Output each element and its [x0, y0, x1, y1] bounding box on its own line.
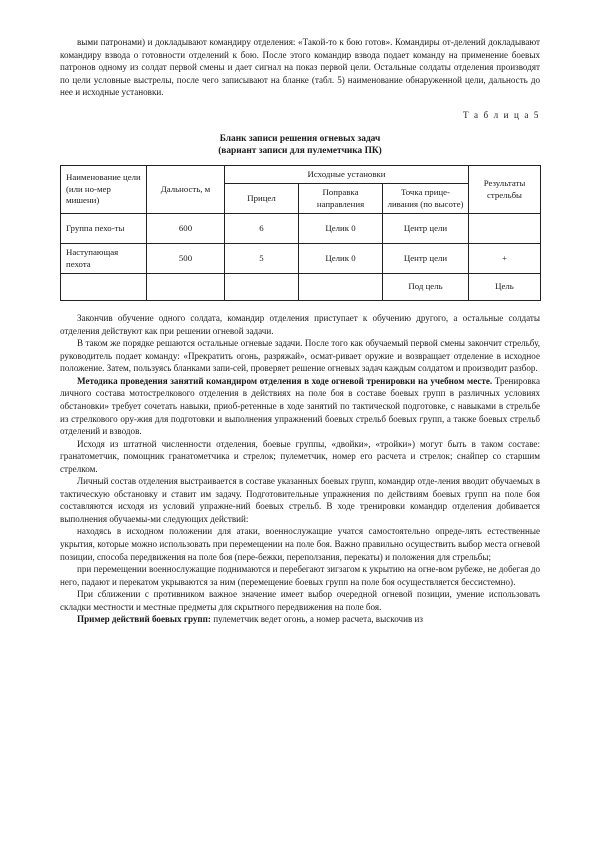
- table-title-line-2: (вариант записи для пулеметчика ПК): [218, 146, 382, 157]
- body-paragraph-block: [60, 312, 540, 626]
- cell-sight: 5: [225, 244, 299, 274]
- paragraph-squad-strength: Исходя из штатной численности отделения, боевые группы, «двойки», «тройки») могут быть в таком составе: гранатометчик, помощник гранатометчика и стрелок; пулеметчик, номер его расчета и стрелок; снайпер со старшим стрелком.: [60, 438, 540, 474]
- cell-sight: 6: [225, 214, 299, 244]
- paragraph-example: [60, 613, 540, 626]
- header-initial-settings: Исходные установки: [225, 165, 469, 183]
- cell-direction-correction: [299, 274, 383, 301]
- cell-aiming-point: Центр цели: [383, 244, 469, 274]
- header-aiming-point: Точка прице-ливания (по высоте): [383, 184, 469, 214]
- cell-results: [469, 214, 541, 244]
- example-rest: пулеметчик ведет огонь, а номер расчета, выскочив из: [210, 614, 423, 625]
- paragraph-initial-position: находясь в исходном положении для атаки, военнослужащие учатся самостоятельно опреде-лять естественные укрытия, которые можно использовать при перемещении на поле боя. Важно правильно осуществить выбор места огневой позиции, способа передвижения на поле боя (пере-бежки, переползания, перекаты) и положения для стрельбы;: [60, 526, 540, 562]
- header-sight: Прицел: [225, 184, 299, 214]
- cell-direction-correction: Целик 0: [299, 214, 383, 244]
- cell-target-name: Наступающая пехота: [61, 244, 147, 274]
- paragraph-formation: Личный состав отделения выстраивается в составе указанных боевых групп, командир отде-ления вводит обучаемых в тактическую обстановку и ставит им задачу. Подготовительные упражнения по действиям боевых групп на поле боя составляются исходя из условий упражне-ний боевых стрельб. В ходе тренировки командир отделения добивается выполнения обучаемы-ми следующих действий:: [60, 476, 540, 524]
- cell-results: +: [469, 244, 541, 274]
- paragraph-remaining-tasks: В таком же порядке решаются остальные огневые задачи. После того как обучаемый первой смены закончит стрельбу, руководитель подает команду: «Прекратить огонь, разряжай», осмат-ривает оружие и возвращает отделение в исходное положение. Затем, пользуясь бланками запи-сей, проверяет решение огневых задач каждым солдатом и производит разбор.: [60, 338, 540, 374]
- header-target-name: Наименование цели (или но-мер мишени): [61, 165, 147, 213]
- cell-aiming-point: Под цель: [383, 274, 469, 301]
- table-title-line-1: Бланк записи решения огневых задач: [219, 133, 381, 144]
- paragraph-methodology: [60, 375, 540, 438]
- paragraph-training-next-soldier: Закончив обучение одного солдата, командир отделения приступает к обучению другого, а остальные солдаты отделения действуют как при решении огневой задачи.: [60, 313, 540, 336]
- methodology-bold-lead: Методика проведения занятий командиром отделения в ходе огневой тренировки на учебном месте.: [77, 375, 493, 386]
- table-title: [60, 122, 540, 165]
- cell-sight: [225, 274, 299, 301]
- header-direction-correction: Поправка направления: [299, 184, 383, 214]
- cell-target-name: [61, 274, 147, 301]
- intro-paragraph-block: [60, 36, 540, 99]
- header-distance: Дальность, м: [147, 165, 225, 213]
- header-results: Результаты стрельбы: [469, 165, 541, 213]
- cell-distance: 500: [147, 244, 225, 274]
- fire-task-record-table: [60, 165, 541, 301]
- cell-direction-correction: Целик 0: [299, 244, 383, 274]
- paragraph-intro: выми патронами) и докладывают командиру отделения: «Такой-то к бою готов». Командиры от-делений докладывают командиру взвода о готовности отделений к бою. После этого командир взвода подает команду на применение боевых патронов одному из солдат первой смены и дает сигнал на показ первой цели. Остальные солдаты отделения производят по цели условные выстрелы, после чего записывают на бланке (табл. 5) наименование обнаруженной цели, дальность до нее и исходные установки.: [60, 37, 540, 98]
- spacer-after-table: [60, 301, 540, 312]
- cell-target-name: Группа пехо-ты: [61, 214, 147, 244]
- paragraph-movement: при перемещении военнослужащие поднимаются и перебегают зигзагом к укрытию на огне-вом рубеже, не добегая до него, падают и перекатом укрываются за ним (перемещение боевых групп на поле боя осуществляется бессистемно).: [60, 564, 540, 587]
- table-row: [61, 214, 541, 244]
- table-row: [61, 274, 541, 301]
- cell-results: Цель: [469, 274, 541, 301]
- example-bold-lead: Пример действий боевых групп:: [77, 614, 211, 625]
- table-row: [61, 244, 541, 274]
- cell-aiming-point: Центр цели: [383, 214, 469, 244]
- cell-distance: [147, 274, 225, 301]
- methodology-rest: Тренировка личного состава мотострелкового отделения в действиях на поле боя в составе боевых групп в различных условиях обстановки» требует сочетать навыки, приоб-ретенные в ходе занятий по тактической подготовке, с навыками в стрельбе из стрелкового ору-жия для подготовки и выполнения упражнений боевых стрельб боевых групп, а также боевых стрельб отделений и взводов.: [60, 375, 540, 437]
- table-caption: Т а б л и ц а 5: [463, 109, 540, 120]
- table-header-row-primary: [61, 165, 541, 183]
- page-bottom-margin: [60, 626, 540, 668]
- paragraph-closing-with-enemy: При сближении с противником важное значение имеет выбор очередной огневой позиции, умение использовать складки местности и местные предметы для скрытного передвижения на поле боя.: [60, 589, 540, 612]
- cell-distance: 600: [147, 214, 225, 244]
